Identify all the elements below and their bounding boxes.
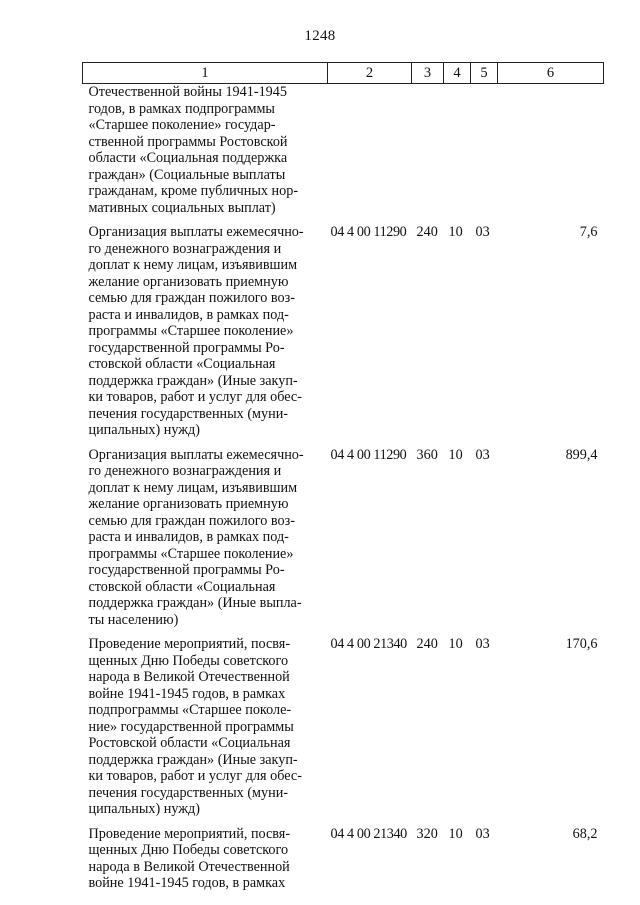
description-line: войне 1941-1945 годов, в рамках: [88, 875, 286, 891]
table-header-row: [83, 63, 604, 84]
description-line: Ростовской области «Социальная: [88, 735, 291, 751]
expense-type-code: 240: [416, 224, 438, 240]
description-line: ципальных) нужд): [88, 801, 200, 817]
description-line: го денежного вознаграждения и: [88, 463, 282, 479]
table-row: [83, 636, 604, 826]
description-line: Отечественной войны 1941-1945: [88, 84, 287, 100]
amount-value: 68,2: [572, 825, 598, 842]
target-article-code: 04 4 00 21340: [330, 636, 407, 652]
description-line: государственной программы Ро-: [88, 562, 285, 578]
description-line: поддержка граждан» (Иные закуп-: [88, 372, 298, 389]
description-line: печения государственных (муни-: [88, 784, 289, 801]
amount-value: 170,6: [565, 636, 598, 652]
column-header: 2: [328, 63, 412, 84]
description-line: щенных Дню Победы советского: [88, 652, 289, 669]
description-line: народа в Великой Отечественной: [88, 858, 290, 875]
description-line: граждан» (Социальные выплаты: [88, 166, 286, 183]
column-header: 3: [412, 63, 444, 84]
table-row: [83, 447, 604, 637]
description-line: го денежного вознаграждения и: [88, 240, 282, 257]
description-line: поддержка граждан» (Иные выпла-: [88, 595, 302, 611]
description-line: ние» государственной программы: [88, 718, 294, 735]
description-line: желание организовать приемную: [88, 273, 289, 290]
subsection-code: 03: [475, 636, 490, 652]
description-line: ты населению): [88, 611, 179, 628]
description-line: стовской области «Социальная: [88, 578, 276, 595]
description-line: программы «Старшее поколение»: [88, 545, 294, 562]
description-line: области «Социальная поддержка: [88, 150, 288, 166]
row-description: [83, 224, 328, 447]
subsection-code: 03: [475, 224, 490, 240]
subsection-code: 03: [475, 825, 490, 842]
amount-value: [498, 84, 604, 225]
description-line: Проведение мероприятий, посвя-: [88, 825, 291, 842]
row-description: [83, 84, 328, 225]
table-row: [83, 826, 604, 892]
description-line: государственной программы Ро-: [88, 339, 285, 356]
row-description: [83, 826, 328, 892]
description-line: гражданам, кроме публичных нор-: [88, 183, 299, 199]
description-line: желание организовать приемную: [88, 496, 289, 512]
target-article-code: [328, 84, 412, 225]
description-line: Организация выплаты ежемесячно-: [88, 446, 304, 463]
section-code: 10: [448, 446, 463, 463]
subsection-code: [471, 84, 498, 225]
page-number: 1248: [304, 28, 336, 44]
section-code: 10: [448, 224, 463, 240]
description-line: ственной программы Ростовской: [88, 133, 288, 150]
amount-value: 899,4: [565, 446, 598, 463]
expense-type-code: 360: [416, 446, 438, 463]
row-description: [83, 636, 328, 826]
column-header: 5: [471, 63, 498, 84]
column-header: 1: [83, 63, 328, 84]
column-header: 6: [498, 63, 604, 84]
description-line: ки товаров, работ и услуг для обес-: [88, 768, 302, 784]
description-line: годов, в рамках подпрограммы: [88, 100, 275, 117]
description-line: щенных Дню Победы советского: [88, 842, 289, 858]
table-row: [83, 84, 604, 225]
description-line: семью для граждан пожилого воз-: [88, 290, 295, 306]
amount-value: 7,6: [579, 224, 598, 240]
column-header: 4: [444, 63, 471, 84]
description-line: подпрограммы «Старшее поколе-: [88, 702, 292, 718]
description-line: программы «Старшее поколение»: [88, 323, 294, 339]
expense-type-code: [412, 84, 444, 225]
description-line: мативных социальных выплат): [88, 199, 276, 216]
section-code: 10: [448, 825, 463, 842]
description-line: доплат к нему лицам, изъявившим: [88, 479, 298, 496]
target-article-code: 04 4 00 11290: [330, 446, 407, 463]
description-line: Проведение мероприятий, посвя-: [88, 636, 291, 652]
expense-type-code: 320: [416, 825, 438, 842]
section-code: [444, 84, 471, 225]
row-description: [83, 447, 328, 637]
description-line: семью для граждан пожилого воз-: [88, 512, 295, 529]
expense-type-code: 240: [416, 636, 438, 652]
description-line: печения государственных (муни-: [88, 405, 289, 422]
description-line: ципальных) нужд): [88, 422, 200, 438]
section-code: 10: [448, 636, 463, 652]
description-line: доплат к нему лицам, изъявившим: [88, 257, 298, 273]
description-line: войне 1941-1945 годов, в рамках: [88, 685, 286, 702]
description-line: поддержка граждан» (Иные закуп-: [88, 751, 298, 768]
target-article-code: 04 4 00 11290: [330, 224, 407, 240]
description-line: Организация выплаты ежемесячно-: [88, 224, 304, 240]
description-line: народа в Великой Отечественной: [88, 669, 290, 685]
description-line: стовской области «Социальная: [88, 356, 276, 372]
description-line: ки товаров, работ и услуг для обес-: [88, 389, 302, 405]
description-line: «Старшее поколение» государ-: [88, 117, 276, 133]
table-body: [83, 84, 604, 892]
description-line: раста и инвалидов, в рамках под-: [88, 529, 289, 545]
subsection-code: 03: [475, 446, 490, 463]
budget-table: [82, 62, 604, 892]
table-row: [83, 224, 604, 447]
description-line: раста и инвалидов, в рамках под-: [88, 306, 289, 323]
target-article-code: 04 4 00 21340: [330, 825, 407, 842]
